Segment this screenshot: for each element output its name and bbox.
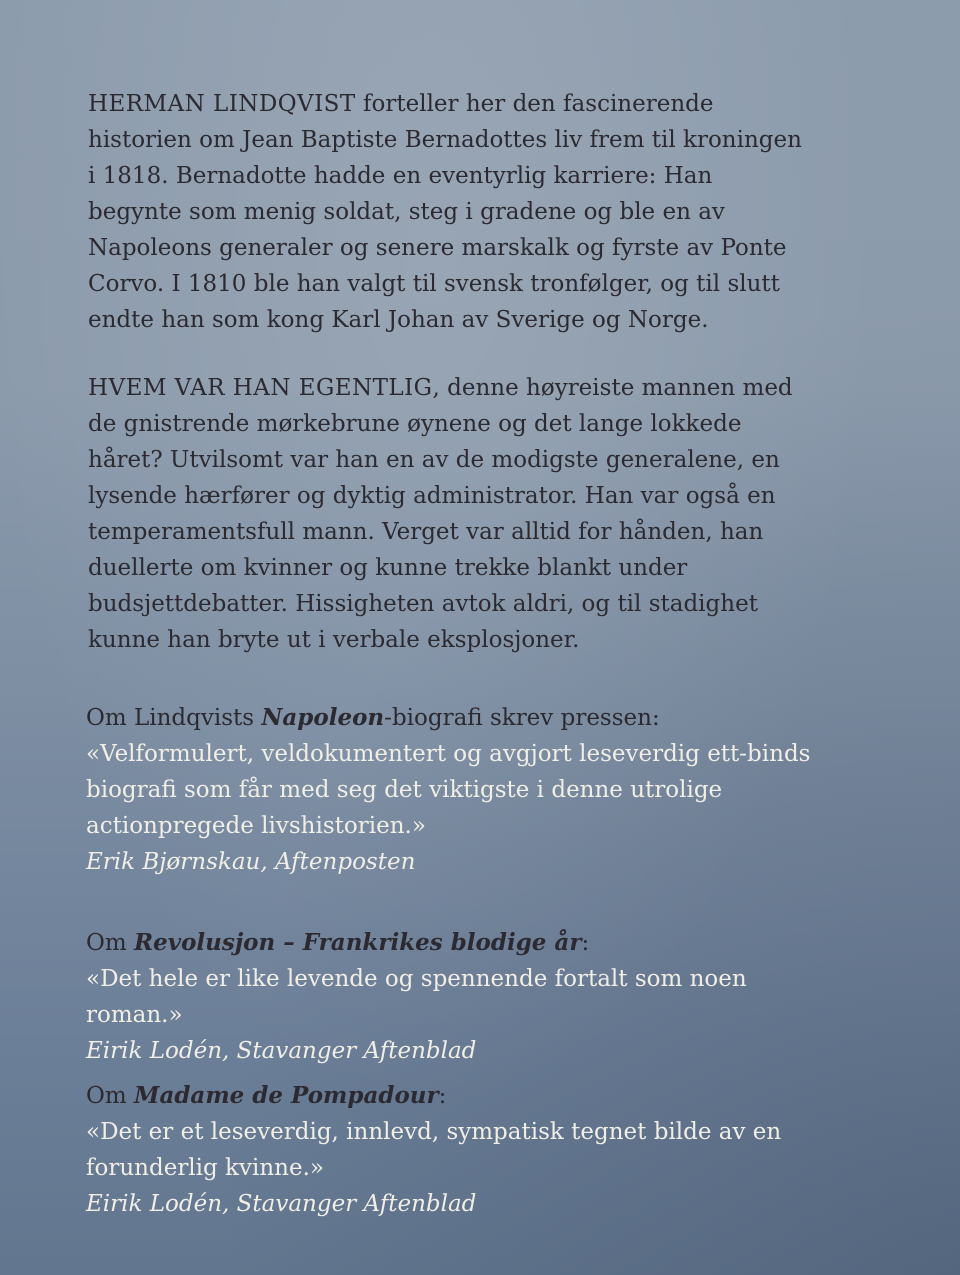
description-paragraph-2 [88, 370, 808, 658]
review-intro-after: : [581, 930, 590, 956]
review-revolusjon [86, 925, 846, 1069]
review-quote: «Velformulert, veldokumentert og avgjort leseverdig ett-binds biografi som får med seg det viktigste i denne utrolige actionpregede livshistorien.» [86, 741, 811, 839]
paragraph-2-lead: HVEM VAR HAN EGENTLIG [88, 375, 433, 401]
review-book-title: Revolusjon – Frankrikes blodige år [133, 929, 582, 956]
review-intro-before: Om Lindqvists [86, 705, 262, 731]
review-quote: «Det er et leseverdig, innlevd, sympatisk tegnet bilde av en forunderlig kvinne.» [86, 1119, 782, 1181]
review-quote: «Det hele er like levende og spennende fortalt som noen roman.» [86, 966, 747, 1028]
paragraph-1-text: forteller her den fascinerende historien om Jean Baptiste Bernadottes liv frem til kroningen i 1818. Bernadotte hadde en eventyrlig karriere: Han begynte som menig soldat, steg i gradene og ble en av Napoleons generaler og senere marskalk og fyrste av Ponte Corvo. I 1810 ble han valgt til svensk tronfølger, og til slutt endte han som kong Karl Johan av Sverige og Norge. [88, 91, 802, 333]
review-intro-before: Om [86, 930, 134, 956]
review-intro [86, 1078, 846, 1114]
review-intro [86, 700, 846, 736]
review-book-title: Madame de Pompadour [133, 1082, 439, 1109]
description-paragraph-1 [88, 86, 808, 338]
review-source: Eirik Lodén, Stavanger Aftenblad [86, 1191, 477, 1217]
paragraph-2-text: , denne høyreiste mannen med de gnistrende mørkebrune øynene og det lange lokkede håret? Utvilsomt var han en av de modigste generalene, en lysende hærfører og dyktig administrator. Han var også en temperamentsfull mann. Verget var alltid for hånden, han duellerte om kvinner og kunne trekke blankt under budsjettdebatter. Hissigheten avtok aldri, og til stadighet kunne han bryte ut i verbale eksplosjoner. [88, 375, 793, 653]
review-book-title: Napoleon [261, 704, 385, 731]
review-intro [86, 925, 846, 961]
review-source: Eirik Lodén, Stavanger Aftenblad [86, 1038, 477, 1064]
review-source: Erik Bjørnskau, Aftenposten [86, 849, 416, 875]
review-pompadour [86, 1078, 846, 1222]
paragraph-1-lead: HERMAN LINDQVIST [88, 91, 356, 117]
review-intro-before: Om [86, 1083, 134, 1109]
review-intro-after: -biografi skrev pressen: [384, 705, 660, 731]
review-intro-after: : [438, 1083, 447, 1109]
review-napoleon [86, 700, 846, 880]
